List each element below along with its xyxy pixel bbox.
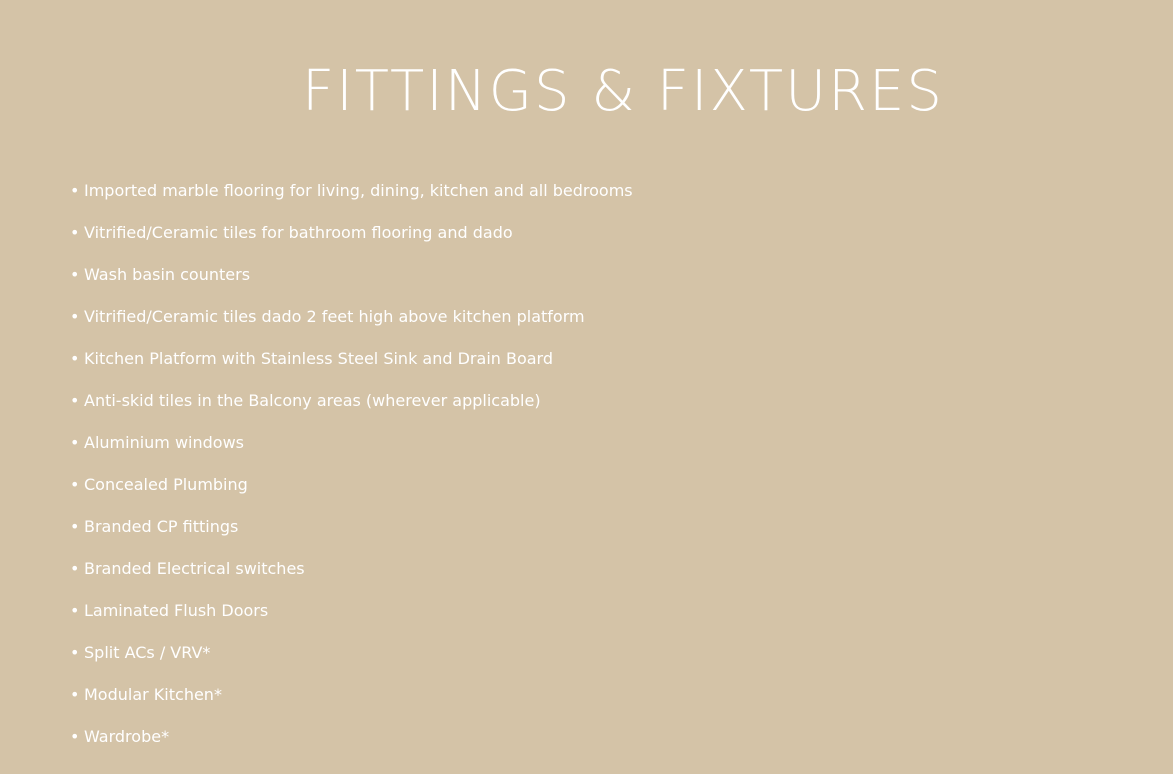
bullet-icon: •	[70, 391, 80, 410]
list-item	[70, 515, 970, 557]
feature-text: Vitrified/Ceramic tiles dado 2 feet high above kitchen platform	[84, 307, 585, 326]
feature-text: Split ACs / VRV*	[84, 643, 211, 662]
list-item	[70, 389, 970, 431]
list-item	[70, 431, 970, 473]
feature-text: Branded CP fittings	[84, 517, 239, 536]
feature-text: Aluminium windows	[84, 433, 244, 452]
bullet-icon: •	[70, 643, 80, 662]
bullet-icon: •	[70, 181, 80, 200]
bullet-icon: •	[70, 685, 80, 704]
list-item	[70, 347, 970, 389]
list-item	[70, 473, 970, 515]
bullet-icon: •	[70, 727, 80, 746]
bullet-icon: •	[70, 349, 80, 368]
feature-list	[70, 179, 970, 767]
list-item	[70, 725, 970, 767]
list-item	[70, 641, 970, 683]
bullet-icon: •	[70, 433, 80, 452]
list-item	[70, 683, 970, 725]
bullet-icon: •	[70, 307, 80, 326]
feature-text: Vitrified/Ceramic tiles for bathroom flooring and dado	[84, 223, 513, 242]
bullet-icon: •	[70, 475, 80, 494]
list-item	[70, 599, 970, 641]
list-item	[70, 221, 970, 263]
feature-text: Anti-skid tiles in the Balcony areas (wherever applicable)	[84, 391, 541, 410]
feature-text: Laminated Flush Doors	[84, 601, 269, 620]
list-item	[70, 305, 970, 347]
feature-text: Branded Electrical switches	[84, 559, 305, 578]
bullet-icon: •	[70, 559, 80, 578]
bullet-icon: •	[70, 517, 80, 536]
feature-text: Concealed Plumbing	[84, 475, 248, 494]
bullet-icon: •	[70, 223, 80, 242]
feature-text: Wardrobe*	[84, 727, 170, 746]
bullet-icon: •	[70, 265, 80, 284]
bullet-icon: •	[70, 601, 80, 620]
feature-text: Modular Kitchen*	[84, 685, 222, 704]
list-item	[70, 557, 970, 599]
page-title: FITTINGS & FIXTURES	[302, 59, 944, 124]
feature-text: Wash basin counters	[84, 265, 251, 284]
feature-text: Imported marble flooring for living, dining, kitchen and all bedrooms	[84, 181, 633, 200]
feature-text: Kitchen Platform with Stainless Steel Sink and Drain Board	[84, 349, 554, 368]
list-item	[70, 179, 970, 221]
list-item	[70, 263, 970, 305]
